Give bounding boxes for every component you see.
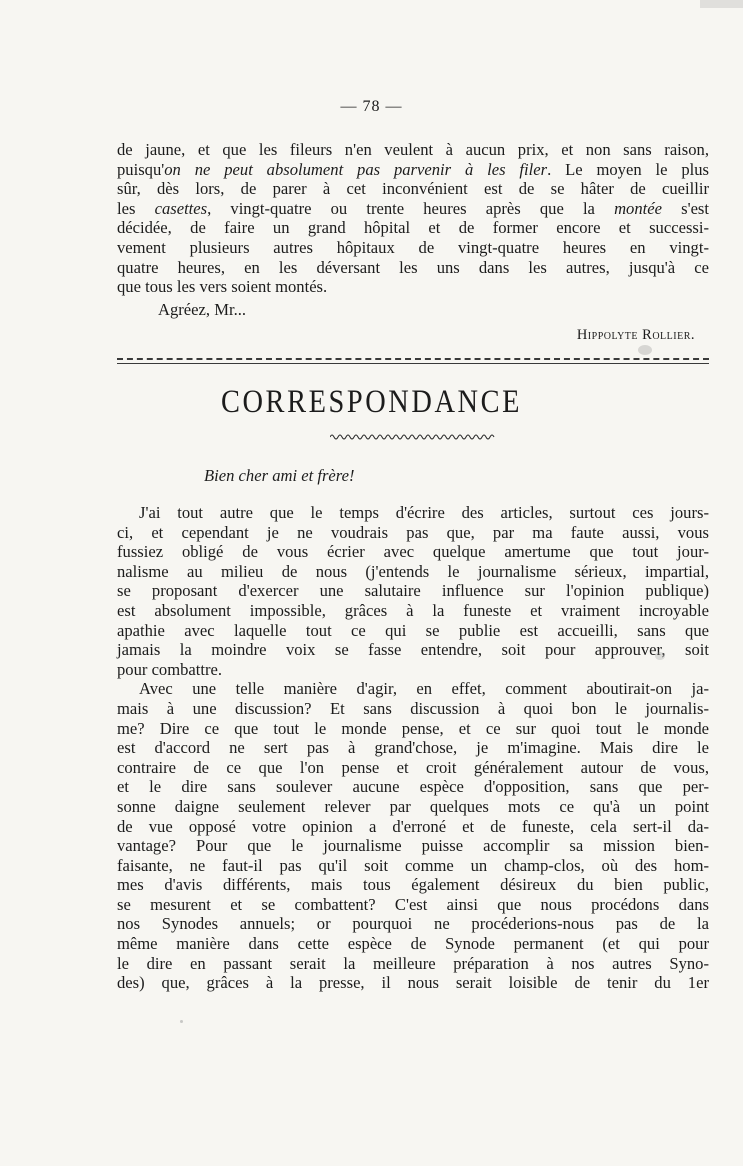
ink-speck bbox=[655, 652, 665, 660]
text-line: se proposant d'exercer une salutaire influence sur l'opinion publique) bbox=[117, 581, 709, 601]
text-line bbox=[117, 258, 709, 278]
italic-text: casettes bbox=[154, 198, 208, 218]
text-span: quatre heures, en les déversant les uns dans les autres, jusqu'à ce bbox=[117, 257, 709, 277]
text-line: nos Synodes annuels; or pourquoi ne procéderions-nous pas de la bbox=[117, 914, 709, 934]
text-line: fussiez obligé de vous écrier avec quelque amertume que tout jour- bbox=[117, 542, 709, 562]
text-line: et le dire sans soulever aucune espèce d'opposition, sans que per- bbox=[117, 777, 709, 797]
text-line bbox=[117, 238, 709, 258]
italic-text: on ne peut absolument pas parvenir à les filer bbox=[164, 159, 548, 179]
ink-speck bbox=[638, 345, 652, 355]
italic-text: montée bbox=[614, 198, 662, 218]
text-line: est absolument impossible, grâces à la funeste et vraiment incroyable bbox=[117, 600, 709, 620]
text-line bbox=[117, 140, 709, 160]
text-span: décidée, de faire un grand hôpital et de former encore et successi- bbox=[117, 218, 709, 238]
text-line bbox=[117, 199, 709, 219]
text-line: mais à une discussion? Et sans discussion à quoi bon le journalis- bbox=[117, 698, 709, 718]
text-line: se mesurent et se combattent? C'est ainsi que nous procédons dans bbox=[117, 894, 709, 914]
text-line bbox=[117, 160, 709, 180]
text-line: J'ai tout autre que le temps d'écrire des articles, surtout ces jours- bbox=[139, 503, 709, 522]
text-span: les bbox=[117, 198, 155, 218]
salutation: Bien cher ami et frère! bbox=[204, 466, 355, 485]
text-line: nalisme au milieu de nous (j'entends le journalisme sérieux, impartial, bbox=[117, 561, 709, 581]
intro-paragraph bbox=[117, 140, 709, 297]
text-line: mes d'avis différents, mais tous également désireux du bien public, bbox=[117, 875, 709, 895]
ink-speck bbox=[700, 0, 743, 8]
text-line: jamais la moindre voix se fasse entendre, soit pour approuver, soit bbox=[117, 640, 709, 660]
text-span: de jaune, et que les fileurs n'en veulent à aucun prix, et non sans raison, bbox=[117, 140, 709, 159]
text-line: faisante, ne faut-il pas qu'il soit comme un champ-clos, où des hom- bbox=[117, 855, 709, 875]
text-span: . Le moyen le plus bbox=[547, 159, 710, 179]
text-line: le dire en passant serait la meilleure préparation à nos autres Syno- bbox=[117, 953, 709, 973]
text-line: contraire de ce que l'on pense et croit généralement autour de vous, bbox=[117, 757, 709, 777]
text-span: , vingt-quatre ou trente heures après que la bbox=[207, 198, 615, 218]
text-line bbox=[117, 277, 709, 297]
section-divider bbox=[117, 358, 709, 360]
ink-speck bbox=[180, 1020, 183, 1023]
closing-line: Agréez, Mr... bbox=[158, 300, 247, 319]
text-span: s'est bbox=[661, 198, 709, 218]
section-heading: CORRESPONDANCE bbox=[220, 384, 523, 420]
text-line: des) que, grâces à la presse, il nous serait loisible de tenir du 1er bbox=[117, 973, 709, 993]
text-line: vantage? Pour que le journalisme puisse accomplir sa mission bien- bbox=[117, 836, 709, 856]
text-span: sûr, dès lors, de parer à cet inconvénient est de se hâter de cueillir bbox=[117, 179, 709, 199]
page-number: — 78 — bbox=[340, 98, 403, 115]
text-line: est d'accord ne sert pas à grand'chose, je m'imagine. Mais dire le bbox=[117, 738, 709, 758]
text-line bbox=[117, 179, 709, 199]
text-line bbox=[117, 218, 709, 238]
text-line: pour combattre. bbox=[117, 659, 223, 679]
heading-ornament bbox=[330, 433, 496, 441]
text-line: de vue opposé votre opinion a d'erroné et de funeste, cela sert-il da- bbox=[117, 816, 709, 836]
text-line: apathie avec laquelle tout ce qui se publie est accueilli, sans que bbox=[117, 620, 709, 640]
letter-body bbox=[117, 503, 709, 993]
text-line: même manière dans cette espèce de Synode permanent (et qui pour bbox=[117, 934, 709, 954]
signature: Hippolyte Rollier. bbox=[576, 327, 695, 343]
text-span: que tous les vers soient montés. bbox=[117, 277, 328, 297]
text-line: Avec une telle manière d'agir, en effet, comment aboutirait-on ja- bbox=[139, 679, 709, 699]
text-line: sonne daigne seulement relever par quelques mots ce qu'à un point bbox=[117, 796, 709, 816]
text-line: me? Dire ce que tout le monde pense, et ce sur quoi tout le monde bbox=[117, 718, 709, 738]
text-line: ci, et cependant je ne voudrais pas que, par ma faute aussi, vous bbox=[117, 522, 709, 542]
text-span: vement plusieurs autres hôpitaux de vingt-quatre heures en vingt- bbox=[117, 237, 709, 257]
text-span: puisqu' bbox=[117, 159, 165, 179]
